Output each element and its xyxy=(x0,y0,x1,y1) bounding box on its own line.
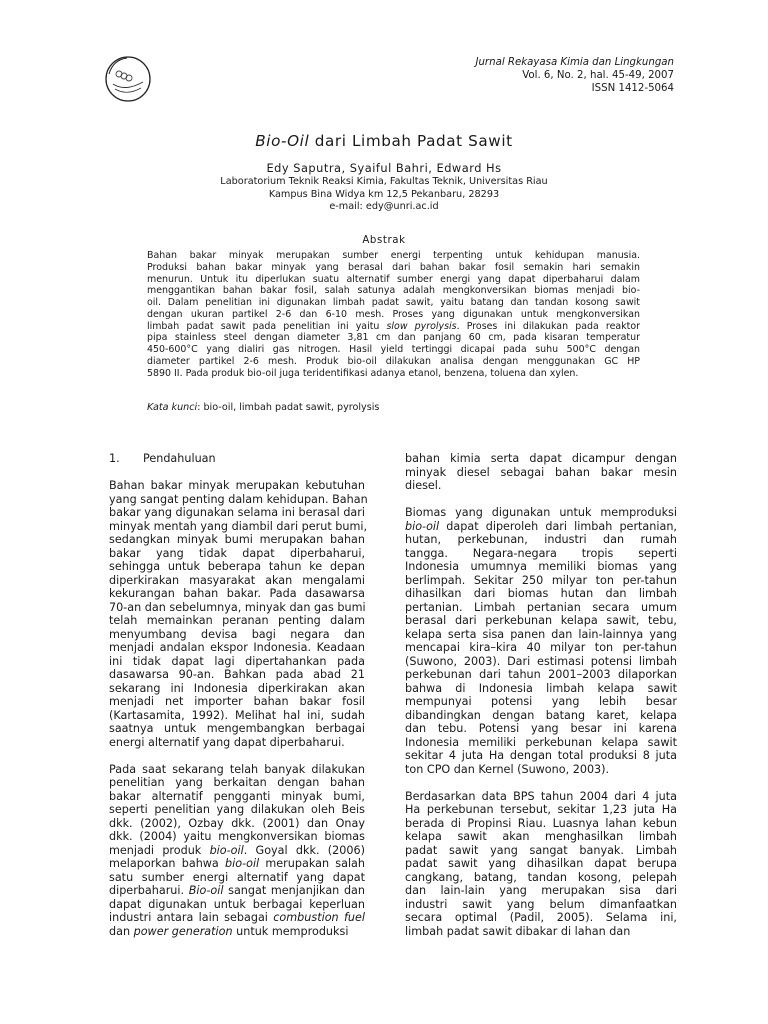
text-line: ini tidak dapat lagi dipertahankan pada xyxy=(109,654,365,668)
text-line: perkebunan dari tahun 2001–2003 dilaporkan xyxy=(405,668,677,681)
keywords-text: : bio-oil, limbah padat sawit, pyrolysis xyxy=(197,402,380,413)
text-line: sehingga untuk beberapa tahun ke depan xyxy=(109,560,365,573)
text-line: limbah padat sawit dibakar di lahan dan xyxy=(405,924,631,938)
text-line: diesel. xyxy=(405,479,442,492)
text-line: Indonesia memiliki perkebunan kelapa sawit xyxy=(405,735,677,749)
journal-issn: ISSN 1412-5064 xyxy=(591,83,674,94)
abstract-line: 450-600°C yang dialiri gas nitrogen. Hasil yield tertinggi dicapai pada suhu 500°C dengan xyxy=(147,344,640,355)
text-line: cangkang, batang, tandan kosong, pelepah xyxy=(405,870,677,884)
text-line: bahan kimia serta dapat dicampur dengan xyxy=(405,452,677,465)
text-line: dkk. (2004) yaitu mengkonversikan biomas xyxy=(109,830,365,843)
text-line: bakar yang digunakan selama ini berasal dari xyxy=(109,506,365,519)
text-line: (Suwono, 2003). Dari estimasi potensi limbah xyxy=(405,654,677,668)
right-column xyxy=(405,452,677,938)
text-line: bio-oil dapat diperoleh dari limbah pertanian, xyxy=(405,519,677,533)
affiliation-lab: Laboratorium Teknik Reaksi Kimia, Fakultas Teknik, Universitas Riau xyxy=(220,176,548,187)
text-line: minyak diesel sebagai bahan bakar mesin xyxy=(405,465,677,479)
text-line: dihasilkan dari biomas hutan dan limbah xyxy=(405,587,677,600)
text-line: dasawarsa 90-an. Bahkan pada abad 21 xyxy=(109,668,365,681)
abstract-line: dengan ukuran partikel 2-6 dan 6-10 mesh. Proses yang digunakan untuk mengkonversikan xyxy=(147,308,640,320)
text-line: bakar yang tidak dapat diperbaharui, xyxy=(109,546,365,560)
text-line: mencapai kira–kira 40 milyar ton per-tahun xyxy=(405,641,677,654)
text-line: Biomas yang digunakan untuk memproduksi xyxy=(405,506,677,519)
journal-name: Jurnal Rekayasa Kimia dan Lingkungan xyxy=(475,57,674,68)
affiliation-address: Kampus Bina Widya km 12,5 Pekanbaru, 28293 xyxy=(268,188,500,200)
title-italic: Bio-Oil xyxy=(255,132,310,150)
text-line: seperti penelitian yang dilakukan oleh Beis xyxy=(109,803,365,816)
section-heading xyxy=(109,452,365,466)
text-line: sekitar 4 juta Ha dengan total produksi 8 juta xyxy=(405,749,677,762)
abstract-line: diameter partikel 2-6 mesh. Produk bio-oil dilakukan analisa dengan menggunakan GC HP xyxy=(147,355,640,367)
text-line: sedangkan minyak bumi merupakan bahan xyxy=(109,533,365,546)
text-line: mempunyai potensi yang lebih besar xyxy=(405,695,677,708)
text-line: hutan, perkebunan, industri dan rumah xyxy=(405,533,677,546)
text-line: dan power generation untuk memproduksi xyxy=(109,924,349,938)
text-line: padat sawit yang dihasilkan dapat berupa xyxy=(405,857,677,870)
section-title: Pendahuluan xyxy=(143,452,216,465)
abstract-line: 5890 II. Pada produk bio-oil juga teridentifikasi adanya etanol, benzena, toluena dan xylen. xyxy=(147,367,579,379)
text-line: industri sawit yang belum dimanfaatkan xyxy=(405,897,677,911)
title-rest: dari Limbah Padat Sawit xyxy=(309,132,513,150)
journal-volume: Vol. 6, No. 2, hal. 45-49, 2007 xyxy=(522,70,674,81)
text-line: menjadi net importer bahan bakar fosil xyxy=(109,695,365,708)
text-line: menjadi produk bio-oil. Goyal dkk. (2006) xyxy=(109,843,365,857)
text-line: yang sangat penting dalam kehidupan. Bahan xyxy=(109,492,368,506)
keywords-label: Kata kunci xyxy=(147,402,198,413)
text-line: minyak mentah yang diambil dari perut bumi, xyxy=(109,519,368,533)
text-line: padat sawit yang sangat banyak. Limbah xyxy=(405,843,677,857)
affiliation xyxy=(0,176,768,214)
paper-title xyxy=(0,132,768,150)
section-number: 1. xyxy=(109,452,120,465)
text-line: ton CPO dan Kernel (Suwono, 2003). xyxy=(405,762,610,776)
affiliation-email: e-mail: edy@unri.ac.id xyxy=(329,201,439,213)
abstract-line: Bahan bakar minyak merupakan sumber energi terpenting untuk kehidupan manusia. xyxy=(147,250,640,261)
text-line: kelapa sawit akan menghasilkan limbah xyxy=(405,830,677,843)
journal-logo-icon xyxy=(103,54,153,104)
abstract-line: oil. Dalam penelitian ini digunakan limbah padat sawit, yaitu batang dan tandan kosong sawit xyxy=(147,297,640,308)
text-line: diperbaharui. Bio-oil sangat menjanjikan dan xyxy=(109,884,365,897)
text-line: Ha perkebunan tersebut, sekitar 1,23 juta Ha xyxy=(405,803,677,816)
text-line: tangga. Negara-negara tropis seperti xyxy=(405,546,677,560)
text-line: melaporkan bahwa bio-oil merupakan salah xyxy=(109,857,365,870)
text-line: saatnya untuk mengembangkan berbagai xyxy=(109,722,365,735)
abstract-line: pipa stainless steel dengan diameter 3,81 cm dan panjang 60 cm, pada kisaran temperatur xyxy=(147,332,640,344)
text-line: bahwa di Indonesia limbah kelapa sawit xyxy=(405,681,677,695)
abstract-line: Produksi bahan bakar minyak yang berasal dari bahan bakar fosil semakin hari semakin xyxy=(147,261,640,273)
text-line: secara optimal (Padil, 2005). Selama ini, xyxy=(405,911,677,924)
text-line: dkk. (2002), Ozbay dkk. (2001) dan Onay xyxy=(109,816,365,830)
authors: Edy Saputra, Syaiful Bahri, Edward Hs xyxy=(266,161,502,175)
text-line: menyumbang devisa bagi negara dan xyxy=(109,627,365,641)
text-line: berasal dari perkebunan kelapa sawit, tebu, xyxy=(405,614,677,627)
abstract-body xyxy=(147,250,640,379)
text-line: dan tebu. Potensi yang besar ini karena xyxy=(405,722,677,735)
abstract-line: menggantikan bahan bakar fosil, salah satunya adalah mengkonversikan biomas menjadi bio- xyxy=(147,285,640,297)
text-line: Bahan bakar minyak merupakan kebutuhan xyxy=(109,479,365,492)
text-line: (Kartasamita, 1992). Melihat hal ini, sudah xyxy=(109,708,365,722)
text-line: sekarang ini Indonesia diperkirakan akan xyxy=(109,681,365,695)
left-column xyxy=(109,452,368,938)
text-line: kelapa serta sisa panen dan lain-lainnya yang xyxy=(405,627,677,641)
text-line: dibandingkan dengan batang karet, kelapa xyxy=(405,708,677,722)
text-line: menjadi andalan ekspor Indonesia. Keadaan xyxy=(109,641,365,654)
text-line: dan lain-lain yang merupakan sisa dari xyxy=(405,884,677,897)
text-line: pertanian. Limbah pertanian secara umum xyxy=(405,600,677,614)
text-line: energi alternatif yang dapat diperbaharui. xyxy=(109,735,345,749)
text-line: kekurangan bahan bakar. Pada dasawarsa xyxy=(109,587,365,600)
text-line: Indonesia umumnya memiliki biomas yang xyxy=(405,560,677,573)
text-line: telah memainkan peranan penting dalam xyxy=(109,614,365,627)
text-line: berlimpah. Sekitar 250 milyar ton per-tahun xyxy=(405,573,677,587)
journal-header xyxy=(334,56,674,95)
text-line: Pada saat sekarang telah banyak dilakukan xyxy=(109,762,365,776)
abstract-line: menurun. Untuk itu diperlukan suatu alternatif sumber energi yang dapat diperbaharui dalam xyxy=(147,273,640,285)
text-line: bakar alternatif pengganti minyak bumi, xyxy=(109,789,365,803)
text-line: 70-an dan sebelumnya, minyak dan gas bumi xyxy=(109,600,366,614)
abstract-line: limbah padat sawit pada penelitian ini yaitu slow pyrolysis. Proses ini dilakukan pada reaktor xyxy=(147,320,640,332)
text-line: diperkirakan masyarakat akan mengalami xyxy=(109,573,365,587)
text-line: industri antara lain sebagai combustion fuel xyxy=(109,911,365,924)
text-line: penelitian yang berkaitan dengan bahan xyxy=(109,776,365,789)
text-line: satu sumber energi alternatif yang dapat xyxy=(109,870,365,884)
text-line: dapat digunakan untuk berbagai keperluan xyxy=(109,897,365,911)
text-line: berada di Propinsi Riau. Luasnya lahan kebun xyxy=(405,816,677,830)
abstract-heading: Abstrak xyxy=(362,235,406,246)
text-line: Berdasarkan data BPS tahun 2004 dari 4 juta xyxy=(405,789,677,803)
keywords xyxy=(147,402,379,413)
